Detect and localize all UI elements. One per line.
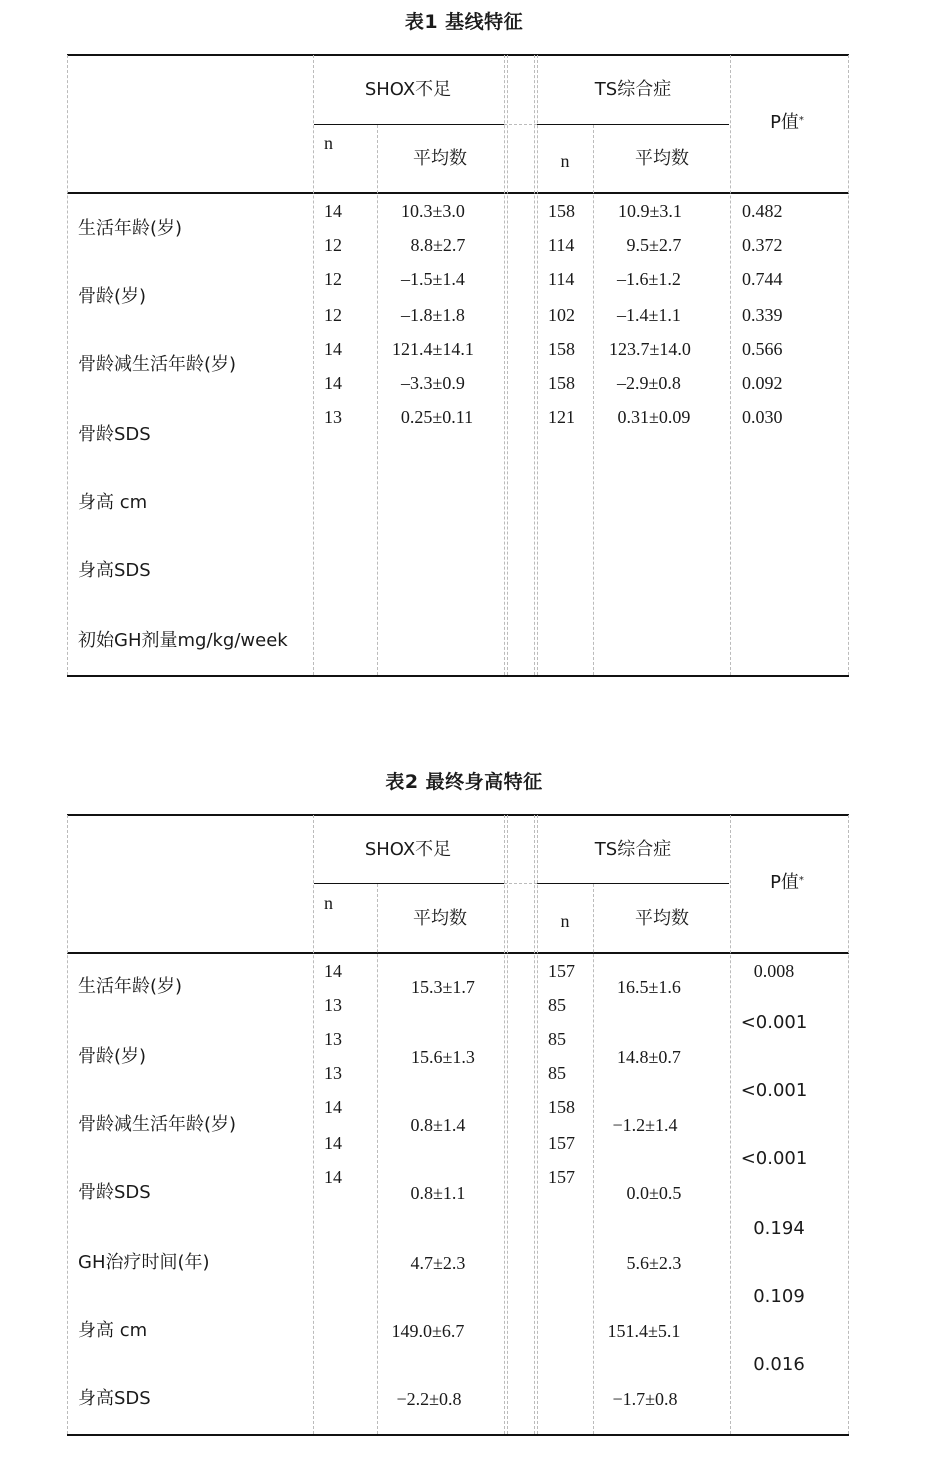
table2-ts-n: 157 xyxy=(548,1167,575,1187)
table1-header-ts: TS综合症 xyxy=(594,79,672,100)
table2-ts-n: 85 xyxy=(548,1063,566,1083)
table2-vline xyxy=(67,815,68,1434)
table1-ts-n: 114 xyxy=(548,235,575,255)
table2-vline xyxy=(507,815,508,1434)
table1-vline xyxy=(534,55,535,675)
table1-ts-n: 102 xyxy=(548,305,575,325)
table1-header-ts-mean: 平均数 xyxy=(635,148,689,169)
table2-p-value: 0.016 xyxy=(753,1354,805,1375)
table1-ts-mean: 10.9±3.1 xyxy=(618,201,682,221)
table2-ts-n: 157 xyxy=(548,1133,575,1153)
table1-gap-rule xyxy=(504,124,537,125)
table1-ts-rule xyxy=(537,124,729,125)
table1-vline xyxy=(67,55,68,675)
table2-row-label: 身高 cm xyxy=(78,1320,148,1341)
table2-header-shox-n: n xyxy=(324,893,333,913)
table1-vline xyxy=(730,55,731,675)
table2-ts-mean: 14.8±0.7 xyxy=(617,1047,681,1067)
table2-ts-mean: 5.6±2.3 xyxy=(626,1253,682,1273)
table2-vline xyxy=(730,815,731,1434)
table2-ts-mean: 16.5±1.6 xyxy=(617,977,681,997)
table2-ts-n: 158 xyxy=(548,1097,575,1117)
table1-shox-n: 12 xyxy=(324,269,342,289)
table2-row-label: 身高SDS xyxy=(78,1388,151,1409)
table2-header-ts-n: n xyxy=(560,911,570,931)
table1-title: 表1 基线特征 xyxy=(404,11,524,33)
table2-shox-n: 14 xyxy=(324,1097,342,1117)
table2-header-rule xyxy=(67,952,849,954)
table1-ts-mean: 9.5±2.7 xyxy=(626,235,682,255)
table1-shox-n: 14 xyxy=(324,201,342,221)
table2-row-label: 骨龄(岁) xyxy=(78,1046,147,1067)
table2-p-value: 0.194 xyxy=(753,1218,805,1239)
table1-vline xyxy=(593,125,594,675)
table2-shox-mean: 0.8±1.1 xyxy=(410,1183,466,1203)
table2-shox-mean: 15.6±1.3 xyxy=(411,1047,475,1067)
table1-header-shox-n: n xyxy=(324,133,333,153)
table1-shox-n: 14 xyxy=(324,339,342,359)
table2-row-label: 骨龄SDS xyxy=(78,1182,151,1203)
table1-shox-n: 12 xyxy=(324,305,342,325)
table2-p-value: <0.001 xyxy=(740,1012,808,1033)
table1-p-value: 0.372 xyxy=(742,235,783,255)
table1-row-label: 初始GH剂量mg/kg/week xyxy=(78,630,288,651)
table1-shox-mean: 8.8±2.7 xyxy=(410,235,466,255)
table2-top-rule xyxy=(67,814,849,816)
table2-vline xyxy=(593,884,594,1434)
table1-p-value: 0.092 xyxy=(742,373,783,393)
table2-shox-n: 13 xyxy=(324,1029,342,1049)
table1-ts-mean: 123.7±14.0 xyxy=(609,339,691,359)
table1-header-shox-mean: 平均数 xyxy=(413,148,467,169)
table2-shox-n: 14 xyxy=(324,1167,342,1187)
table2-ts-n: 85 xyxy=(548,995,566,1015)
table1-shox-mean: –3.3±0.9 xyxy=(401,373,465,393)
table1-ts-n: 158 xyxy=(548,201,575,221)
table2-header-p: P值* xyxy=(770,872,804,893)
table2-ts-mean: −1.7±0.8 xyxy=(612,1389,678,1409)
table1-vline xyxy=(377,125,378,675)
table1-header-ts-n: n xyxy=(560,151,570,171)
table1-ts-mean: –2.9±0.8 xyxy=(617,373,681,393)
table1-ts-n: 121 xyxy=(548,407,575,427)
table2-gap-rule xyxy=(504,883,537,884)
table2-shox-n: 13 xyxy=(324,1063,342,1083)
table2-row-label: 骨龄减生活年龄(岁) xyxy=(78,1114,237,1135)
table2-row-label: 生活年龄(岁) xyxy=(78,976,183,997)
table2-ts-mean: −1.2±1.4 xyxy=(612,1115,678,1135)
table2-p-value: <0.001 xyxy=(740,1148,808,1169)
table1-shox-n: 13 xyxy=(324,407,342,427)
table1-ts-n: 158 xyxy=(548,339,575,359)
table2-shox-n: 14 xyxy=(324,1133,342,1153)
table2-shox-n: 14 xyxy=(324,961,342,981)
table2-ts-rule xyxy=(537,883,729,884)
table1-shox-rule xyxy=(314,124,504,125)
table1-shox-mean: 121.4±14.1 xyxy=(392,339,474,359)
table1-p-value: 0.030 xyxy=(742,407,783,427)
table1-header-shox: SHOX不足 xyxy=(364,79,452,100)
table2-shox-rule xyxy=(314,883,504,884)
table2-row-label: GH治疗时间(年) xyxy=(78,1252,210,1273)
table2-shox-mean: 149.0±6.7 xyxy=(391,1321,465,1341)
table1-p-value: 0.482 xyxy=(742,201,783,221)
table2-vline xyxy=(537,815,538,1434)
table2-bottom-rule xyxy=(67,1434,849,1436)
table2-p-value: 0.109 xyxy=(753,1286,805,1307)
table2-header-ts-mean: 平均数 xyxy=(635,908,689,929)
table2-header-shox-mean: 平均数 xyxy=(413,908,467,929)
table1-ts-n: 114 xyxy=(548,269,575,289)
table1-vline xyxy=(507,55,508,675)
table2-shox-mean: 4.7±2.3 xyxy=(410,1253,466,1273)
table1-row-label: 生活年龄(岁) xyxy=(78,218,183,239)
table1-shox-mean: –1.5±1.4 xyxy=(401,269,465,289)
table1-shox-mean: 0.25±0.11 xyxy=(400,407,474,427)
table2-shox-mean: −2.2±0.8 xyxy=(396,1389,462,1409)
table2-vline xyxy=(504,815,505,1434)
table2-shox-mean: 15.3±1.7 xyxy=(411,977,475,997)
table2-p-value: 0.008 xyxy=(753,961,795,981)
table1-ts-mean: –1.6±1.2 xyxy=(617,269,681,289)
table1-vline xyxy=(313,55,314,675)
table1-top-rule xyxy=(67,54,849,56)
table1-p-value: 0.566 xyxy=(742,339,783,359)
table1-shox-mean: 10.3±3.0 xyxy=(401,201,465,221)
table1-vline xyxy=(537,55,538,675)
table1-bottom-rule xyxy=(67,675,849,677)
table1-shox-n: 12 xyxy=(324,235,342,255)
table1-header-p: P值* xyxy=(770,112,804,133)
table2-vline xyxy=(848,815,849,1434)
table2-ts-mean: 151.4±5.1 xyxy=(607,1321,681,1341)
table1-vline xyxy=(504,55,505,675)
table2-header-ts: TS综合症 xyxy=(594,839,672,860)
table2-shox-n: 13 xyxy=(324,995,342,1015)
table1-vline xyxy=(848,55,849,675)
table2-vline xyxy=(377,884,378,1434)
table2-ts-n: 85 xyxy=(548,1029,566,1049)
table2-shox-mean: 0.8±1.4 xyxy=(410,1115,466,1135)
table1-shox-mean: –1.8±1.8 xyxy=(401,305,465,325)
table2-p-value: <0.001 xyxy=(740,1080,808,1101)
table1-shox-n: 14 xyxy=(324,373,342,393)
table2-vline xyxy=(313,815,314,1434)
table2-header-shox: SHOX不足 xyxy=(364,839,452,860)
table1-row-label: 骨龄(岁) xyxy=(78,286,147,307)
table1-row-label: 身高SDS xyxy=(78,560,151,581)
table1-p-value: 0.339 xyxy=(742,305,783,325)
table1-p-value: 0.744 xyxy=(742,269,783,289)
table2-vline xyxy=(534,815,535,1434)
table1-ts-mean: 0.31±0.09 xyxy=(617,407,691,427)
table1-header-rule xyxy=(67,192,849,194)
table1-row-label: 身高 cm xyxy=(78,492,148,513)
table1-ts-n: 158 xyxy=(548,373,575,393)
table2-title: 表2 最终身高特征 xyxy=(385,771,543,793)
table2-ts-mean: 0.0±0.5 xyxy=(626,1183,682,1203)
table1-row-label: 骨龄SDS xyxy=(78,424,151,445)
table2-ts-n: 157 xyxy=(548,961,575,981)
table1-row-label: 骨龄减生活年龄(岁) xyxy=(78,354,237,375)
table1-ts-mean: –1.4±1.1 xyxy=(617,305,681,325)
